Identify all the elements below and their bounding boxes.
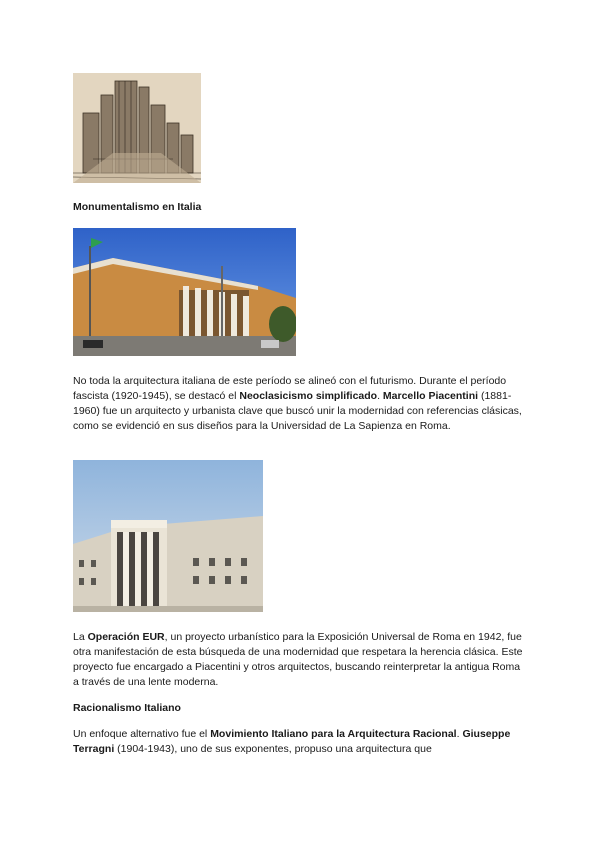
- heading-rationalism: Racionalismo Italiano: [73, 702, 181, 714]
- name-terragni: Giuseppe Terragni: [73, 728, 511, 755]
- sapienza-building-photo: [73, 228, 296, 356]
- paragraph-neoclassicism: No toda la arquitectura italiana de este período se alineó con el futurismo. Durante el período fascista (1920-1945), se destacó el Neoclasicismo simplificado. Marcello Piacentini (1881-1960) fue un arquitecto y urbanista clave que buscó unir la modernidad con referencias clásicas, como se evidenció en sus diseños para la Universidad de La Sapienza en Roma.: [73, 375, 522, 432]
- term-neoclassicism: Neoclasicismo simplificado: [239, 390, 378, 402]
- name-piacentini: Marcello Piacentini: [382, 390, 479, 402]
- sapienza-portico-photo: [73, 460, 263, 612]
- term-operacion-eur: Operación EUR: [87, 631, 165, 643]
- futurist-sketch-image: [73, 73, 201, 183]
- heading-monumentalism: Monumentalismo en Italia: [73, 201, 202, 213]
- paragraph-rationalism: Un enfoque alternativo fue el Movimiento Italiano para la Arquitectura Racional. Giuseppe Terragni (1904-1943), uno de sus exponentes, propuso una arquitectura que: [73, 728, 511, 755]
- term-movimiento-racional: Movimiento Italiano para la Arquitectura Racional: [210, 728, 457, 740]
- paragraph-eur: La Operación EUR, un proyecto urbanístico para la Exposición Universal de Roma en 1942, fue otra manifestación de esta búsqueda de una modernidad que respetara la herencia clásica. Este proyecto fue encargado a Piacentini y otros arquitectos, buscando reinterpretar la antigua Roma a través de una lente moderna.: [73, 631, 523, 688]
